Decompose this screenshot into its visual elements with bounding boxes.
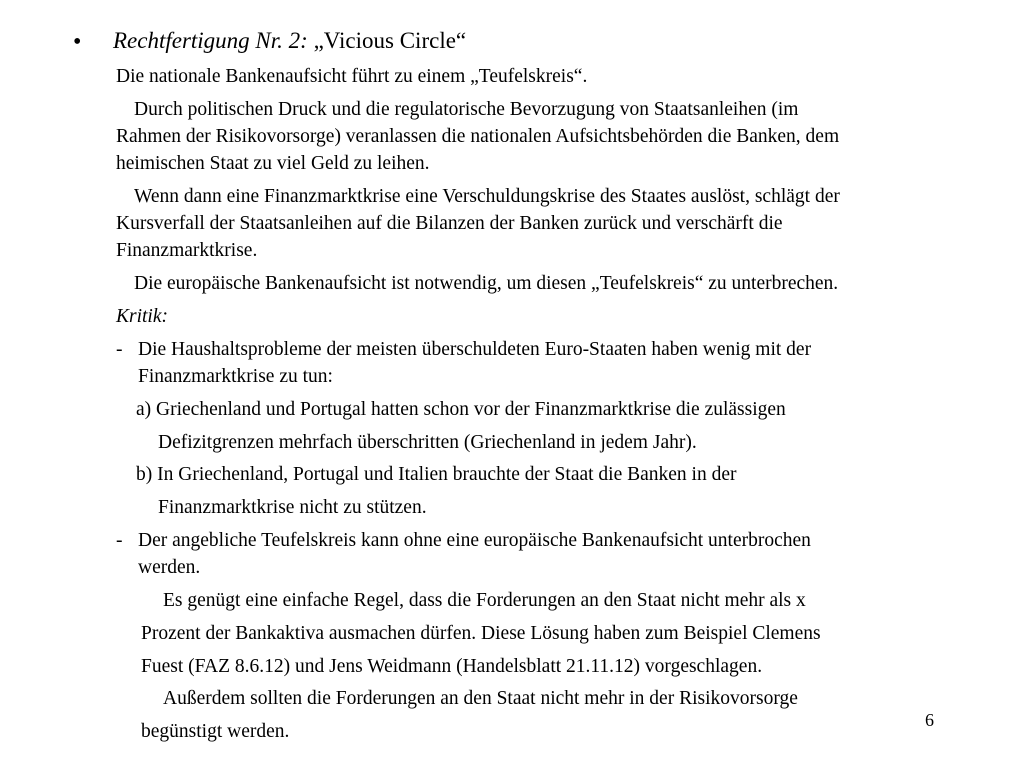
paragraph-4-line-1: Es genügt eine einfache Regel, dass die Forderungen an den Staat nicht mehr als x [163,590,806,611]
paragraph-4-line-2: Prozent der Bankaktiva ausmachen dürfen. Diese Lösung haben zum Beispiel Clemens [141,623,821,644]
dash-icon: - [116,339,123,360]
paragraph-1-line-3: heimischen Staat zu viel Geld zu leihen. [116,153,430,174]
paragraph-5-line-2: begünstigt werden. [141,721,290,742]
paragraph-1-line-1: Durch politischen Druck und die regulatorische Bevorzugung von Staatsanleihen (im [134,99,799,120]
sub-item-a-line-1: a) Griechenland und Portugal hatten schon vor der Finanzmarktkrise die zulässigen [136,399,786,420]
heading-label: Rechtfertigung Nr. 2: [113,28,308,53]
sub-item-a-line-2: Defizitgrenzen mehrfach überschritten (Griechenland in jedem Jahr). [158,432,697,453]
critique-2-line-2: werden. [138,557,201,578]
sub-item-b-line-1: b) In Griechenland, Portugal und Italien brauchte der Staat die Banken in der [136,464,737,485]
intro-text: Die nationale Bankenaufsicht führt zu einem „Teufelskreis“. [116,66,588,87]
critique-1-line-1: Die Haushaltsprobleme der meisten überschuldeten Euro-Staaten haben wenig mit der [138,339,812,360]
paragraph-2-line-1: Wenn dann eine Finanzmarktkrise eine Verschuldungskrise des Staates auslöst, schlägt der [134,186,840,207]
page-number: 6 [925,710,934,730]
paragraph-2-line-2: Kursverfall der Staatsanleihen auf die Bilanzen der Banken zurück und verschärft die [116,213,783,234]
critique-2-line-1: Der angebliche Teufelskreis kann ohne eine europäische Bankenaufsicht unterbrochen [138,530,811,551]
sub-item-b-line-2: Finanzmarktkrise nicht zu stützen. [158,497,427,518]
paragraph-5-line-1: Außerdem sollten die Forderungen an den Staat nicht mehr in der Risikovorsorge [163,688,798,709]
critique-1-line-2: Finanzmarktkrise zu tun: [138,366,333,387]
heading-title: „Vicious Circle“ [307,28,467,53]
critique-label: Kritik: [116,306,168,327]
slide-heading [113,26,466,56]
paragraph-2-line-3: Finanzmarktkrise. [116,240,258,261]
paragraph-3: Die europäische Bankenaufsicht ist notwendig, um diesen „Teufelskreis“ zu unterbrechen. [134,273,839,294]
paragraph-1-line-2: Rahmen der Risikovorsorge) veranlassen die nationalen Aufsichtsbehörden die Banken, dem [116,126,840,147]
bullet-icon: • [73,29,82,55]
dash-icon: - [116,530,123,551]
paragraph-4-line-3: Fuest (FAZ 8.6.12) und Jens Weidmann (Handelsblatt 21.11.12) vorgeschlagen. [141,656,763,677]
